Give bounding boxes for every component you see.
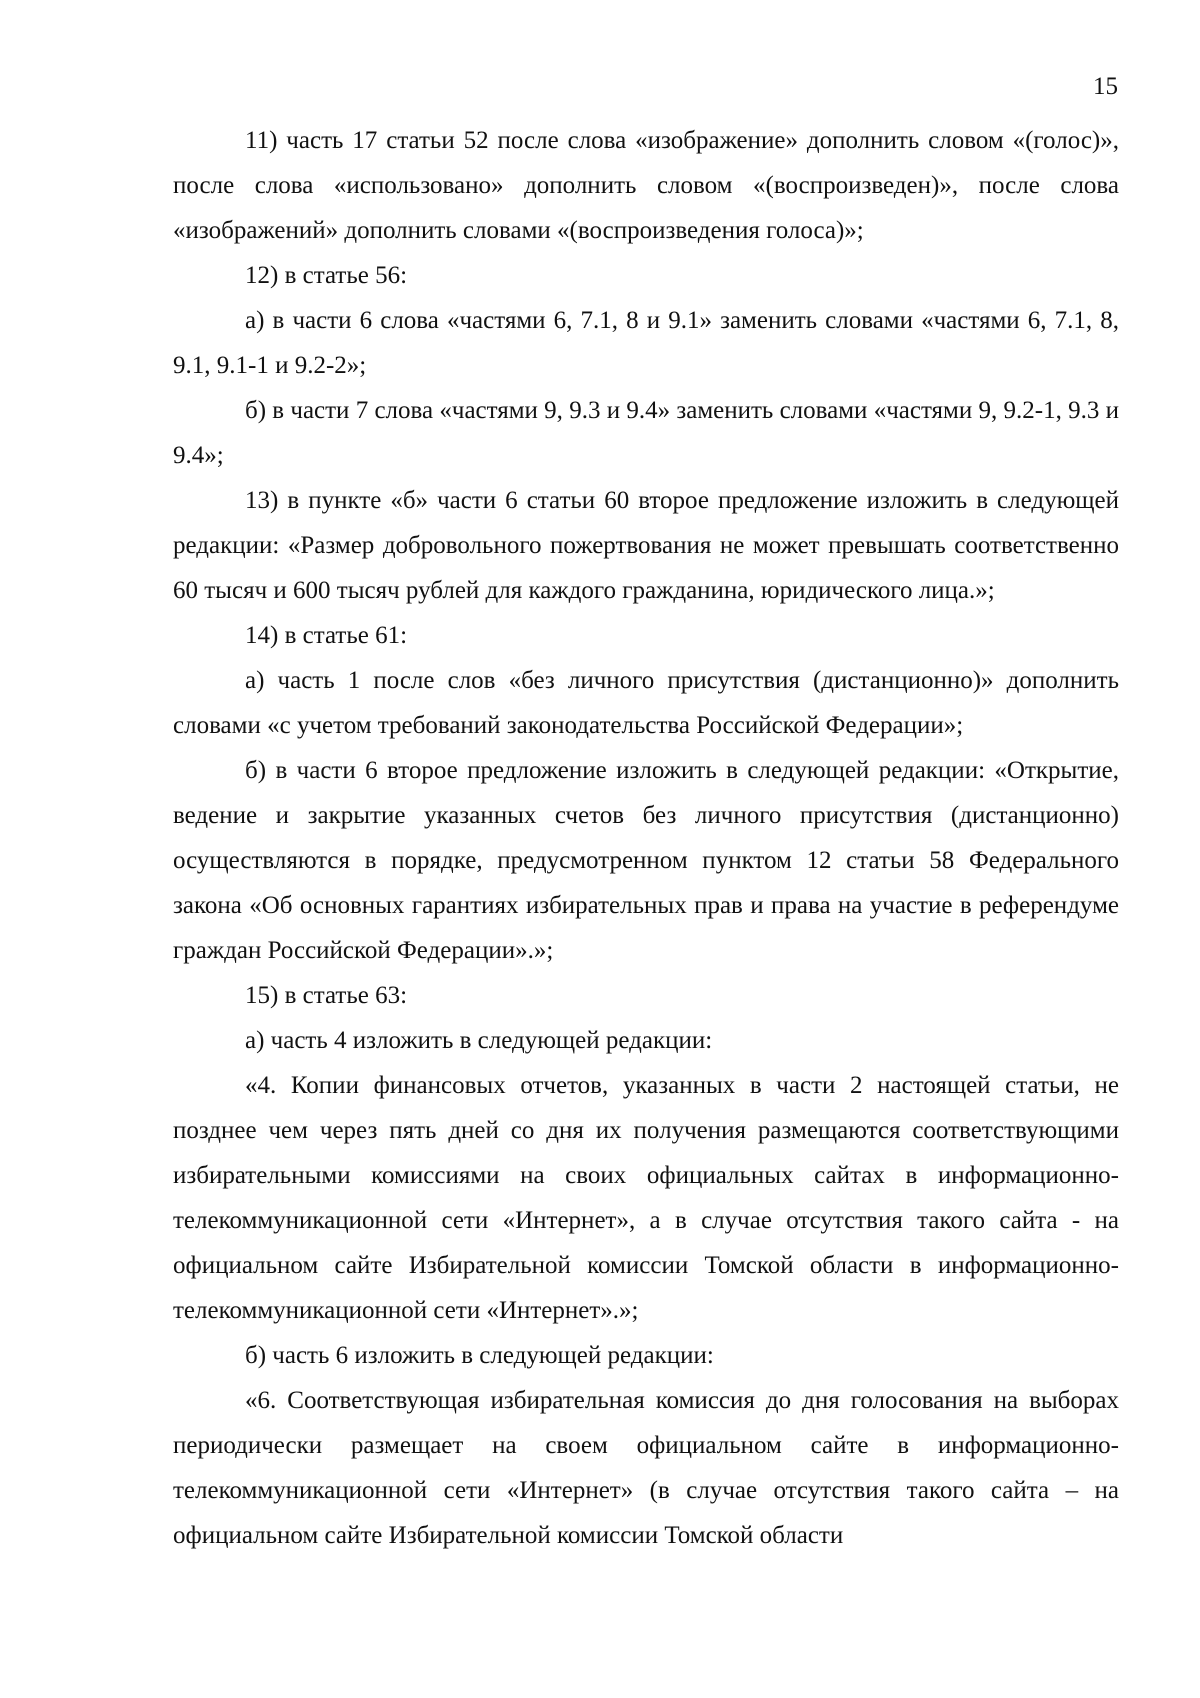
paragraph-quoted-part-4: «4. Копии финансовых отчетов, указанных в части 2 настоящей статьи, не позднее чем через пять дней со дня их получения размещаются соответствующими избирательными комиссиями на своих официальных сайтах в информационно-телекоммуникационной сети «Интернет», а в случае отсутствия такого сайта - на официальном сайте Избирательной комиссии Томской области в информационно-телекоммуникационной сети «Интернет».»; (173, 1072, 1119, 1324)
page-number: 15 (1093, 73, 1118, 100)
paragraph-item-15: 15) в статье 63: (245, 982, 408, 1009)
paragraph-item-12a: а) в части 6 слова «частями 6, 7.1, 8 и 9.1» заменить словами «частями 6, 7.1, 8, 9.1, 9.1-1 и 9.2-2»; (173, 307, 1119, 379)
paragraph-quoted-part-6: «6. Соответствующая избирательная комиссия до дня голосования на выборах периодически размещает на своем официальном сайте в информационно-телекоммуникационной сети «Интернет» (в случае отсутствия такого сайта – на официальном сайте Избирательной комиссии Томской области (173, 1387, 1119, 1549)
paragraph-item-12: 12) в статье 56: (245, 262, 408, 289)
paragraph-item-15b: б) часть 6 изложить в следующей редакции: (245, 1342, 714, 1369)
paragraph-item-15a: а) часть 4 изложить в следующей редакции: (245, 1027, 713, 1054)
paragraph-item-14a: а) часть 1 после слов «без личного присутствия (дистанционно)» дополнить словами «с учетом требований законодательства Российской Федерации»; (173, 667, 1119, 739)
document-body (173, 118, 1119, 1558)
paragraph-item-14b: б) в части 6 второе предложение изложить в следующей редакции: «Открытие, ведение и закрытие указанных счетов без личного присутствия (дистанционно) осуществляются в порядке, предусмотренном пунктом 12 статьи 58 Федерального закона «Об основных гарантиях избирательных прав и права на участие в референдуме граждан Российской Федерации».»; (173, 757, 1119, 964)
paragraph-item-14: 14) в статье 61: (245, 622, 408, 649)
paragraph-item-13: 13) в пункте «б» части 6 статьи 60 второе предложение изложить в следующей редакции: «Размер добровольного пожертвования не может превышать соответственно 60 тысяч и 600 тысяч рублей для каждого гражданина, юридического лица.»; (173, 487, 1119, 604)
paragraph-item-11: 11) часть 17 статьи 52 после слова «изображение» дополнить словом «(голос)», после слова «использовано» дополнить словом «(воспроизведен)», после слова «изображений» дополнить словами «(воспроизведения голоса)»; (173, 127, 1119, 244)
paragraph-item-12b: б) в части 7 слова «частями 9, 9.3 и 9.4» заменить словами «частями 9, 9.2-1, 9.3 и 9.4»; (173, 397, 1119, 469)
